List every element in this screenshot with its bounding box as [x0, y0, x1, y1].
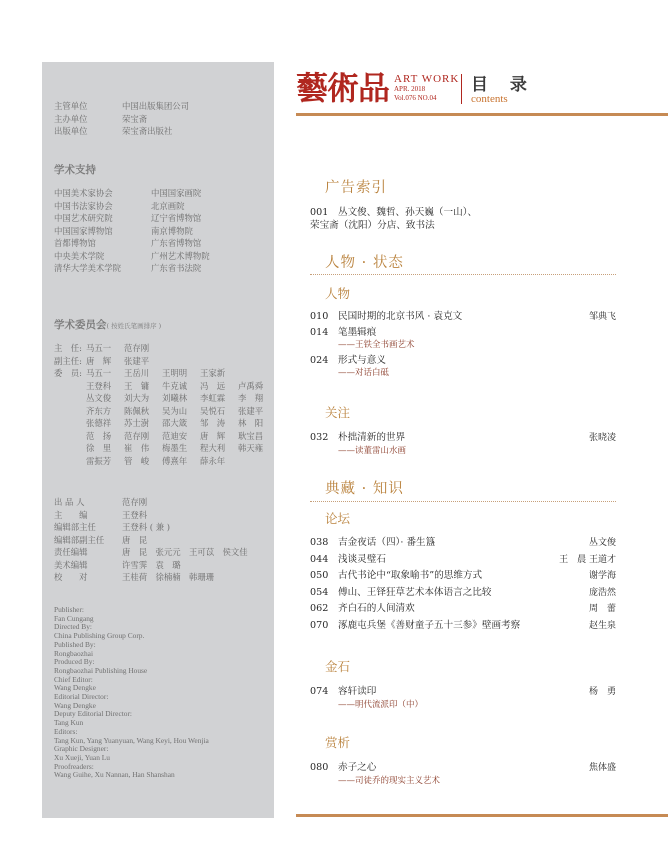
committee-row: [54, 355, 276, 368]
article-title: 形式与意义: [338, 354, 386, 366]
staff-row: [54, 571, 248, 584]
committee-row: [54, 367, 276, 380]
entry-line: [310, 432, 616, 445]
committee-member: 刘大为: [124, 393, 150, 403]
org-row: 出版单位 荣宝斋出版社: [54, 126, 173, 136]
support-org: 广东省博物馆: [151, 238, 202, 248]
page-number: 054: [310, 586, 329, 598]
support-row: [54, 250, 210, 263]
credit-line: Tang Kun: [54, 718, 84, 728]
article-title: 民国时期的北京书风 · 袁克文: [338, 311, 463, 322]
support-row: [54, 187, 210, 200]
committee-member: 王明明: [162, 368, 188, 378]
committee-role: [54, 380, 86, 393]
committee-member: 王家新: [200, 368, 226, 378]
committee-member: 韩天雍: [238, 443, 264, 453]
committee-role: 副主任:: [54, 355, 82, 366]
page-number: 038: [310, 537, 329, 548]
support-org: 广东省书法院: [151, 263, 202, 273]
issue-date: APR. 2018: [394, 85, 426, 93]
committee-member: 崔 伟: [124, 443, 150, 453]
toc-entry: [310, 686, 616, 711]
support-org: 辽宁省博物馆: [151, 213, 202, 223]
page-number: 070: [310, 619, 329, 631]
committee-member: 范存刚: [124, 343, 150, 353]
committee-row: [54, 342, 276, 355]
masthead-panel: [42, 62, 274, 818]
committee-member: 王登科: [86, 380, 112, 391]
staff-name: 许雪霁 袁 璐: [122, 559, 181, 570]
committee-note: ( 按姓氏笔画排序 ): [106, 322, 162, 330]
jinshi-subsection: 金石: [325, 659, 351, 674]
article-author: 丛文俊: [588, 538, 616, 548]
committee-member: 马五一: [86, 368, 112, 378]
credit-line: Graphic Designer:: [54, 744, 109, 754]
committee-role: [54, 442, 86, 455]
committee-member: 李虹霖: [200, 393, 226, 403]
article-subtitle: ——对话白砥: [338, 368, 390, 378]
support-org: 中国书法家协会: [54, 200, 113, 211]
committee-member: 徐 里: [86, 443, 112, 453]
page-number: 024: [310, 354, 329, 366]
committee-member: 吴悦石: [200, 405, 226, 416]
committee-member: 王岳川: [124, 368, 150, 378]
committee-member: 王 镛: [124, 380, 150, 391]
focus-subsection: 关注: [325, 405, 351, 420]
committee-member: 苏士澍: [124, 418, 150, 428]
credit-line: Directed By:: [54, 622, 92, 632]
credit-line: Xu Xueji, Yuan Lu: [54, 752, 110, 762]
header-divider: [461, 74, 462, 104]
committee-member: 卢禹舜: [238, 380, 264, 391]
toc-entry: [310, 620, 616, 633]
committee-member: 张建平: [124, 355, 150, 366]
credit-line: Rongbaozhai: [54, 648, 93, 658]
article-author: 赵生泉: [588, 620, 616, 631]
committee-member: [238, 367, 276, 380]
staff-row: [54, 559, 248, 572]
staff-list: [54, 496, 248, 584]
credit-line: Tang Kun, Yang Yuanyuan, Wang Keyi, Hou Wenjia: [54, 735, 209, 745]
committee-member: 马五一: [86, 343, 112, 353]
committee-member: [162, 355, 200, 368]
staff-role: 美术编辑: [54, 559, 88, 570]
staff-row: [54, 534, 248, 547]
committee-member: 刘曦林: [162, 393, 188, 403]
committee-member: 张德祥: [86, 418, 112, 428]
committee-list: [54, 342, 276, 467]
committee-member: 范存刚: [124, 430, 150, 441]
credit-line: Wang Dengke: [54, 683, 96, 693]
page-number: 032: [310, 432, 329, 443]
article-title: 容轩读印: [338, 686, 377, 697]
committee-member: 薛永年: [200, 455, 226, 466]
page-number: 050: [310, 570, 329, 581]
credit-line: Proofreaders:: [54, 761, 94, 771]
support-org: 首都博物馆: [54, 238, 96, 248]
shangxi-subsection: 赏析: [325, 735, 351, 750]
committee-member: 李 翔: [238, 393, 264, 403]
committee-member: 林 阳: [238, 418, 264, 428]
toc-subtitle: contents: [471, 93, 508, 105]
committee-member: 范迪安: [162, 430, 188, 441]
credit-line: Wang Dengke: [54, 700, 96, 710]
staff-name: 王登科: [122, 509, 148, 520]
article-subtitle: ——读董雷山水画: [338, 445, 407, 456]
entry-line: [310, 311, 616, 324]
credit-line: Editors:: [54, 726, 78, 736]
article-subtitle: ——明代流派印（中）: [338, 699, 424, 710]
committee-member: 吴为山: [162, 405, 188, 416]
entry-line: [310, 603, 616, 616]
section-divider: [310, 501, 616, 502]
committee-row: [54, 430, 276, 443]
staff-role: 校 对: [54, 572, 88, 582]
org-list: [54, 100, 189, 138]
forum-subsection: 论坛: [325, 511, 351, 526]
support-org: 中国国家博物馆: [54, 225, 113, 236]
committee-role: [54, 430, 86, 443]
committee-member: 冯 远: [200, 380, 226, 391]
support-row: [54, 237, 210, 250]
committee-row: [54, 455, 276, 468]
support-org: 清华大学美术学院: [54, 263, 121, 273]
page-number: 014: [310, 326, 329, 338]
committee-member: [238, 342, 276, 355]
page-number: 062: [310, 603, 329, 614]
committee-heading: [54, 317, 161, 332]
article-author: 王 晨 王道才: [559, 554, 616, 565]
credits-list: [54, 606, 209, 780]
toc-title: 目 录: [471, 75, 535, 95]
committee-member: 雷振芳: [86, 455, 112, 466]
footer-rule: [296, 814, 668, 817]
org-row: 主办单位 荣宝斋: [54, 113, 148, 124]
committee-member: 程大利: [200, 443, 226, 453]
credit-line: Rongbaozhai Publishing House: [54, 665, 148, 675]
section-divider: [310, 274, 616, 275]
credit-line: Published By:: [54, 639, 96, 649]
staff-role: 主 编: [54, 509, 88, 520]
page-number: 074: [310, 686, 329, 697]
article-author: 杨 勇: [588, 687, 616, 697]
committee-member: 丛文俊: [86, 393, 112, 403]
page-number: 010: [310, 311, 329, 322]
entry-line: [310, 537, 616, 550]
credit-line: Editorial Director:: [54, 692, 109, 702]
support-org: 南京博物院: [151, 225, 193, 236]
toc-entry: [310, 432, 616, 457]
entry-line: [310, 620, 616, 633]
support-row: [54, 262, 210, 275]
credit-line: Produced By:: [54, 657, 95, 667]
support-title: 学术支持: [54, 164, 96, 176]
committee-member: 齐东方: [86, 405, 112, 416]
staff-row: [54, 496, 248, 509]
committee-member: 陈佩秋: [124, 405, 150, 416]
toc-entry: [310, 554, 616, 567]
brand-logo: 藝術品: [296, 69, 390, 107]
toc-entry: [310, 762, 616, 787]
credit-line: Publisher:: [54, 605, 84, 614]
toc-entry: [310, 355, 616, 380]
article-author: 谢学海: [588, 571, 616, 581]
article-title: 朴拙清新的世界: [338, 432, 406, 443]
committee-member: [200, 355, 238, 368]
article-author: 庞浩然: [588, 587, 616, 598]
committee-role: [54, 405, 86, 418]
committee-member: [238, 455, 276, 468]
toc-entry: [310, 570, 616, 583]
credit-line: Fan Cungang: [54, 613, 94, 623]
article-author: 焦体盛: [588, 763, 616, 773]
committee-member: [162, 342, 200, 355]
brand-meta: [394, 73, 459, 103]
credit-line: Chief Editor:: [54, 674, 93, 684]
toc-entry: [310, 311, 616, 324]
article-subtitle: ——王铁全书画艺术: [338, 340, 415, 350]
support-row: [54, 212, 210, 225]
support-org: 北京画院: [151, 200, 185, 211]
page-number: 080: [310, 762, 329, 773]
committee-member: 梅墨生: [162, 443, 188, 453]
committee-role: 委 员:: [54, 368, 82, 378]
committee-member: 邹 涛: [200, 418, 226, 428]
entry-line: [310, 570, 616, 583]
committee-row: [54, 392, 276, 405]
credit-line: Deputy Editorial Director:: [54, 709, 132, 719]
support-org: 中央美术学院: [54, 250, 105, 261]
committee-member: 傅熹年: [162, 455, 188, 466]
committee-member: [200, 342, 238, 355]
page-number: 044: [310, 553, 329, 565]
credit-line: China Publishing Group Corp.: [54, 631, 145, 641]
article-title: 赤子之心: [338, 762, 377, 773]
committee-member: 管 峻: [124, 455, 150, 466]
staff-name: 王桂荷 徐楠楠 韩珊珊: [122, 572, 215, 582]
staff-name: 唐 昆: [122, 534, 148, 545]
article-title: 齐白石的人间清欢: [338, 603, 415, 614]
committee-member: 牛克诚: [162, 380, 188, 391]
committee-role: [54, 417, 86, 430]
staff-row: [54, 546, 248, 559]
org-row: 主管单位 中国出版集团公司: [54, 101, 189, 111]
committee-member: 邵大箴: [162, 418, 188, 428]
entry-line: [310, 327, 616, 340]
committee-member: 张建平: [238, 405, 264, 416]
committee-member: 范 扬: [86, 430, 112, 441]
support-org: 中国国家画院: [151, 188, 202, 198]
committee-member: 耿宝昌: [238, 430, 264, 441]
staff-role: 编辑部主任: [54, 522, 96, 532]
staff-row: [54, 509, 248, 522]
committee-member: 唐 辉: [200, 430, 226, 441]
support-row: [54, 225, 210, 238]
committee-role: 主 任:: [54, 343, 82, 353]
collection-section-title: 典藏 · 知识: [325, 481, 404, 497]
committee-role: [54, 392, 86, 405]
header-rule: [296, 113, 668, 116]
staff-name: 范存刚: [122, 497, 148, 507]
article-title: 古代书论中“取象喻书”的思维方式: [338, 570, 483, 581]
article-title: 吉金夜话（四）· 番生簋: [338, 537, 436, 548]
entry-line: [310, 762, 616, 775]
article-author: 张晓凌: [588, 433, 616, 443]
committee-title: 学术委员会: [54, 319, 107, 331]
toc-entry: [310, 327, 616, 352]
ad-entry: 001 丛文俊、魏哲、孙天巍（一山）、 荣宝斋（沈阳）分店、致书法: [310, 207, 478, 231]
support-list: [54, 187, 210, 275]
support-org: 广州艺术博物院: [151, 250, 210, 261]
support-row: [54, 200, 210, 213]
toc-entry: [310, 537, 616, 550]
article-author: 邹典飞: [588, 312, 616, 322]
staff-role: 编辑部副主任: [54, 534, 105, 545]
article-author: 周 蕾: [588, 604, 616, 614]
staff-role: 责任编辑: [54, 547, 88, 557]
staff-name: 王登科 ( 兼 ): [122, 522, 171, 532]
support-org: 中国艺术研究院: [54, 213, 113, 223]
committee-member: [238, 355, 276, 368]
staff-role: 出 品 人: [54, 497, 85, 507]
staff-name: 唐 昆 张元元 王可苡 侯文佳: [122, 547, 248, 557]
committee-role: [54, 455, 86, 468]
entry-line: [310, 355, 616, 368]
toc-entry: [310, 603, 616, 616]
art-work-label: ART WORK: [394, 73, 460, 85]
support-org: 中国美术家协会: [54, 188, 113, 198]
people-subsection: 人物: [325, 286, 351, 301]
staff-row: [54, 521, 248, 534]
article-title: 浅谈灵璧石: [338, 553, 386, 565]
committee-member: 唐 辉: [86, 355, 112, 366]
entry-line: [310, 686, 616, 699]
people-section-title: 人物 · 状态: [325, 255, 404, 271]
committee-row: [54, 442, 276, 455]
article-title: 傅山、王铎狂草艺术本体语言之比较: [338, 586, 492, 598]
article-title: 笔墨辑痕: [338, 326, 377, 338]
article-subtitle: ——司徒乔的现实主义艺术: [338, 775, 441, 786]
credit-line: Wang Guihe, Xu Nannan, Han Shanshan: [54, 770, 175, 780]
issue-volume: Vol.076 NO.04: [394, 94, 437, 102]
committee-row: [54, 405, 276, 418]
ad-index-title: 广告索引: [325, 180, 387, 196]
article-title: 涿鹿屯兵堡《善财童子五十三参》壁画考察: [338, 619, 521, 631]
entry-line: [310, 587, 616, 600]
committee-row: [54, 417, 276, 430]
toc-entry: [310, 587, 616, 600]
committee-row: [54, 380, 276, 393]
